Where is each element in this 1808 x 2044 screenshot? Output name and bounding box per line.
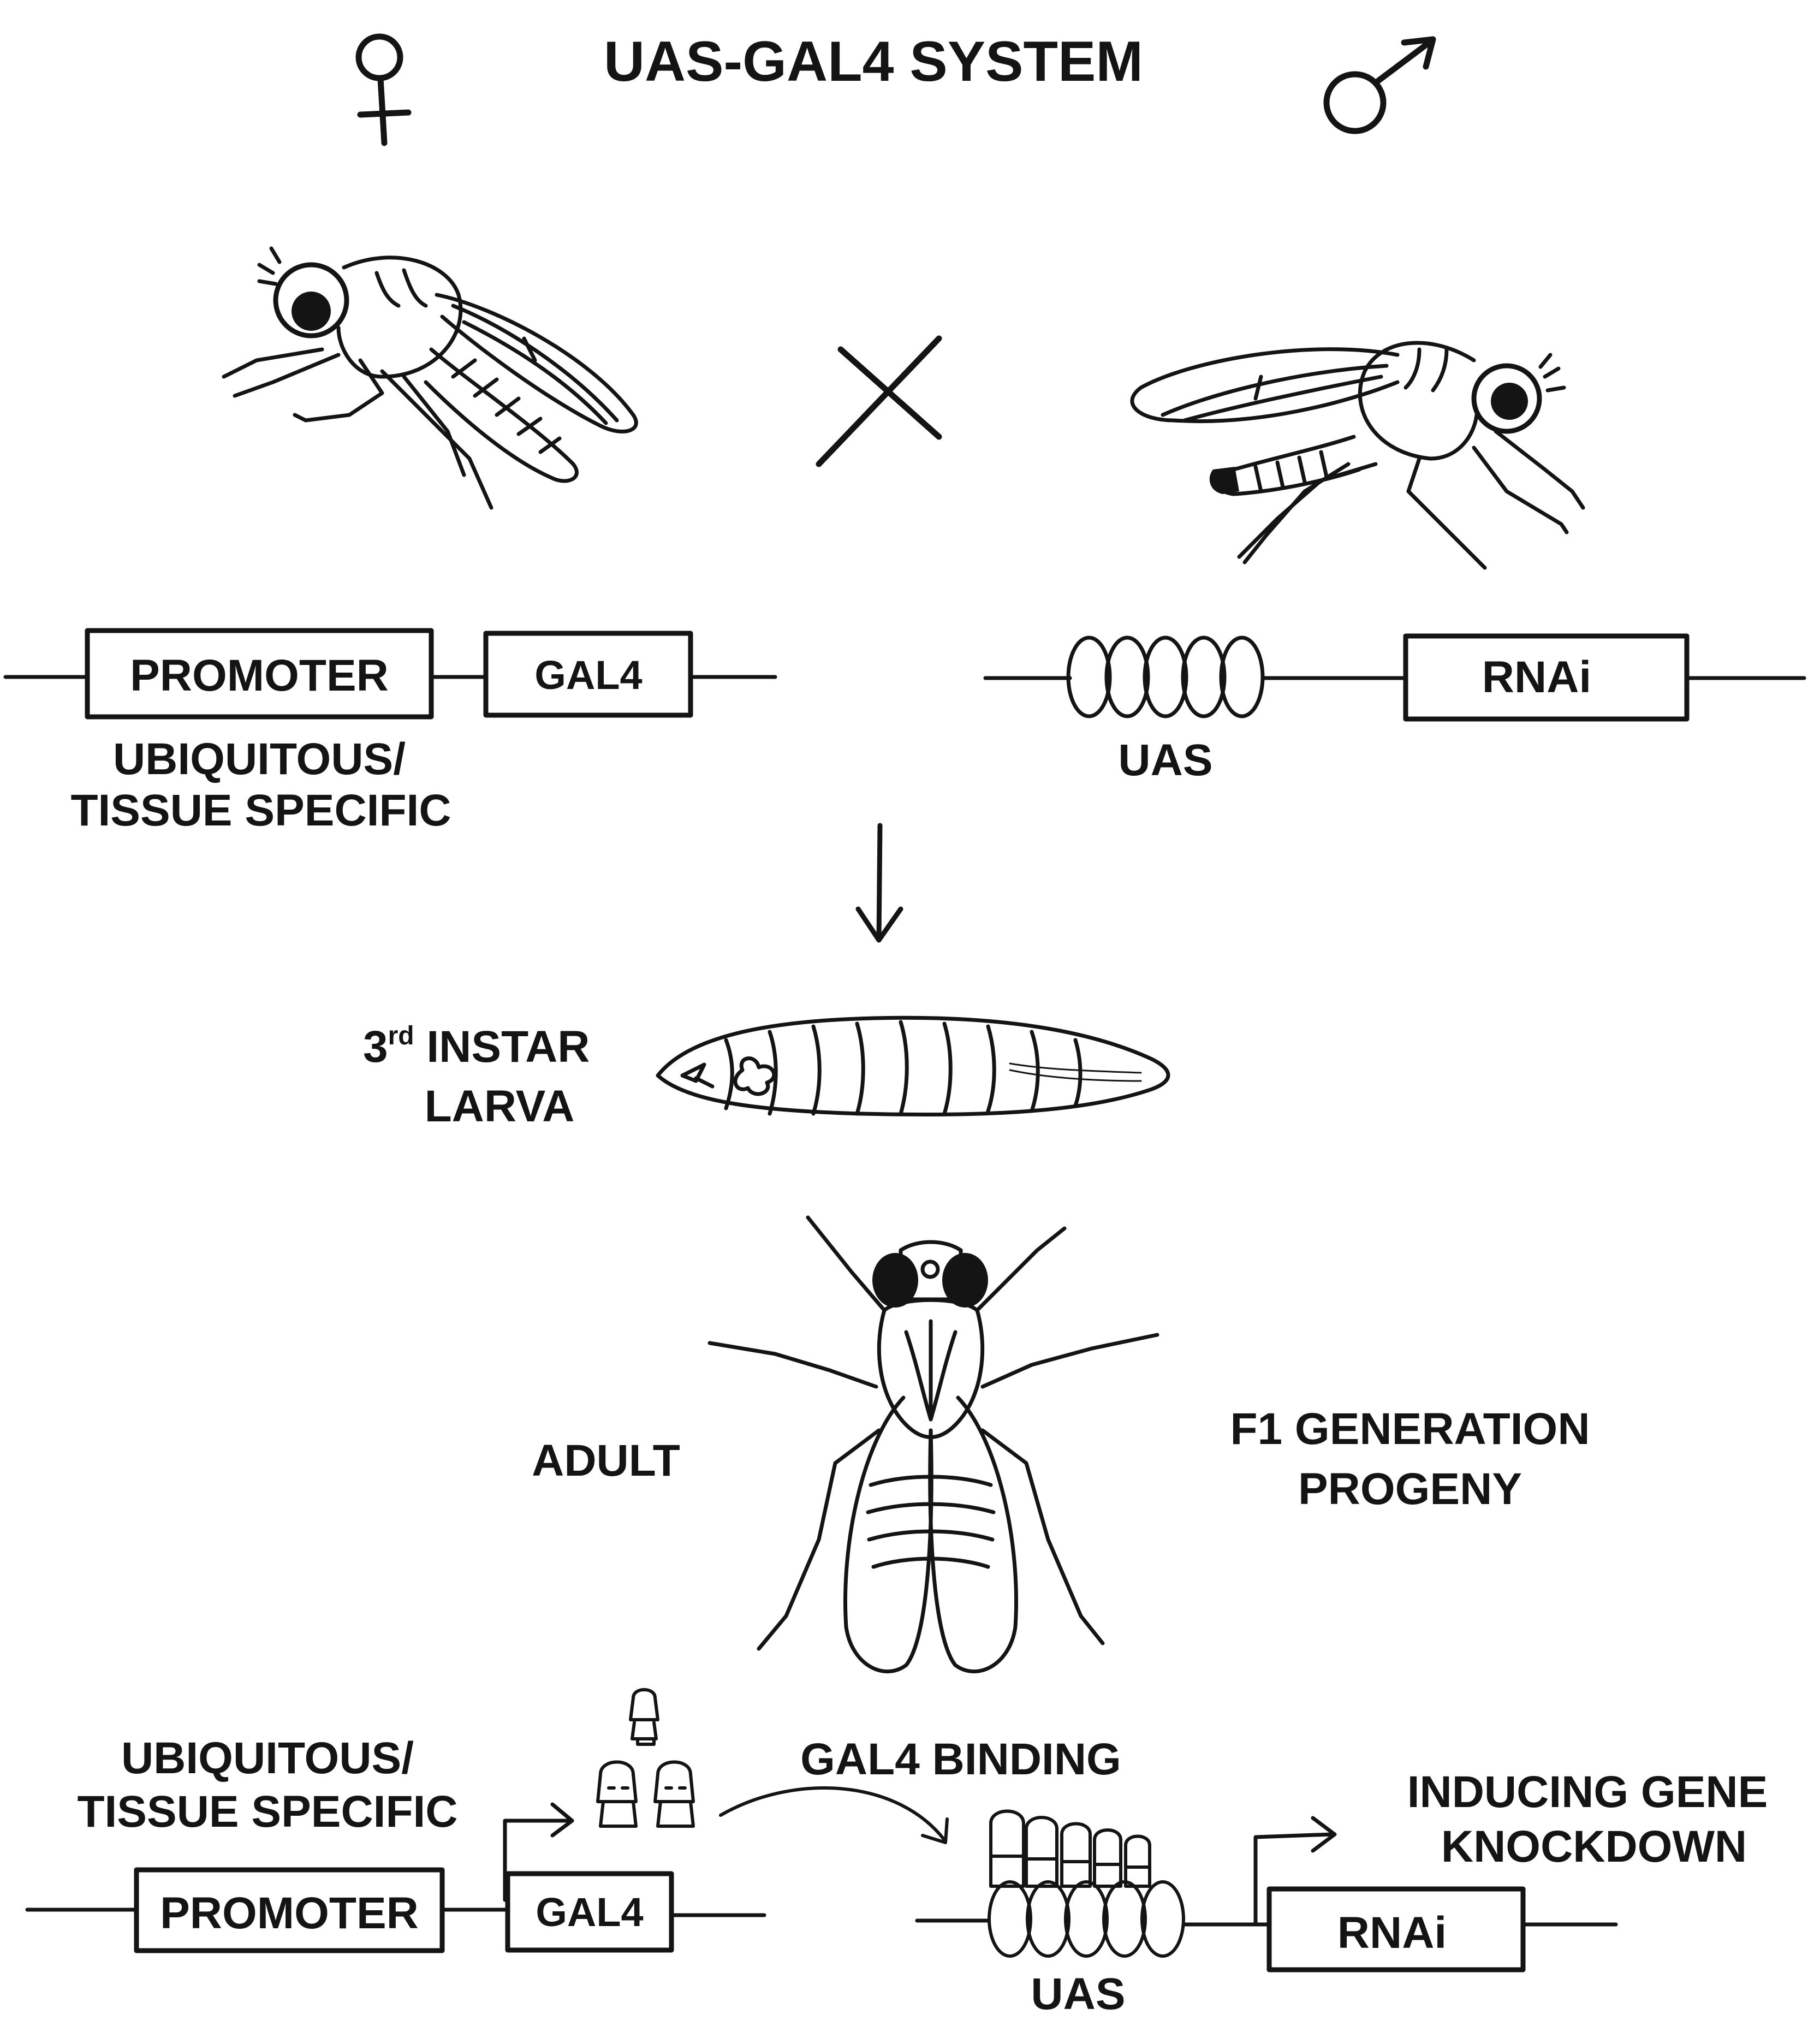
f1-uas-sites-icon — [989, 1811, 1183, 1957]
svg-text:3rd INSTAR: 3rd INSTAR — [363, 1021, 590, 1072]
svg-text:PROGENY: PROGENY — [1298, 1464, 1522, 1514]
diagram-title: UAS-GAL4 SYSTEM — [603, 30, 1144, 93]
gal4-binding-label: GAL4 BINDING — [800, 1734, 1121, 1784]
cross-symbol-icon — [819, 338, 939, 464]
female-symbol-icon — [359, 37, 408, 143]
transcription-start-arrow-icon — [505, 1804, 572, 1900]
binding-arrow-icon — [721, 1788, 947, 1843]
female-construct — [5, 631, 775, 835]
svg-text:LARVA: LARVA — [424, 1082, 575, 1131]
uas-label: UAS — [1118, 735, 1213, 785]
promoter-caption-line2: TISSUE SPECIFIC — [70, 786, 451, 835]
progeny-label — [1230, 1404, 1590, 1514]
uas-sites-icon — [1068, 638, 1263, 716]
female-fly-icon — [224, 248, 636, 508]
adult-label: ADULT — [532, 1436, 680, 1486]
knockdown-line2: KNOCKDOWN — [1441, 1822, 1747, 1871]
gal4-protein-icon — [598, 1690, 693, 1826]
male-symbol-icon — [1327, 39, 1433, 131]
adult-fly-icon — [710, 1217, 1157, 1672]
male-construct — [985, 636, 1804, 785]
larva-icon — [658, 1018, 1168, 1114]
f1-caption-line2: TISSUE SPECIFIC — [77, 1787, 458, 1837]
gal4-label: GAL4 — [534, 652, 643, 698]
f1-construct — [27, 1690, 1768, 2019]
f1-gal4-label: GAL4 — [536, 1889, 644, 1935]
promoter-label: PROMOTER — [130, 651, 389, 700]
svg-text:F1 GENERATION: F1 GENERATION — [1230, 1404, 1590, 1454]
larva-label — [363, 1021, 590, 1131]
rnai-label: RNAi — [1482, 652, 1592, 702]
f1-promoter-label: PROMOTER — [160, 1888, 419, 1938]
down-arrow-icon — [858, 825, 901, 940]
promoter-caption-line1: UBIQUITOUS/ — [112, 734, 406, 784]
f1-rnai-label: RNAi — [1337, 1908, 1447, 1958]
f1-caption-line1: UBIQUITOUS/ — [121, 1733, 414, 1783]
male-fly-icon — [1132, 343, 1583, 568]
f1-uas-label: UAS — [1031, 1969, 1126, 2019]
knockdown-line1: INDUCING GENE — [1407, 1767, 1768, 1817]
